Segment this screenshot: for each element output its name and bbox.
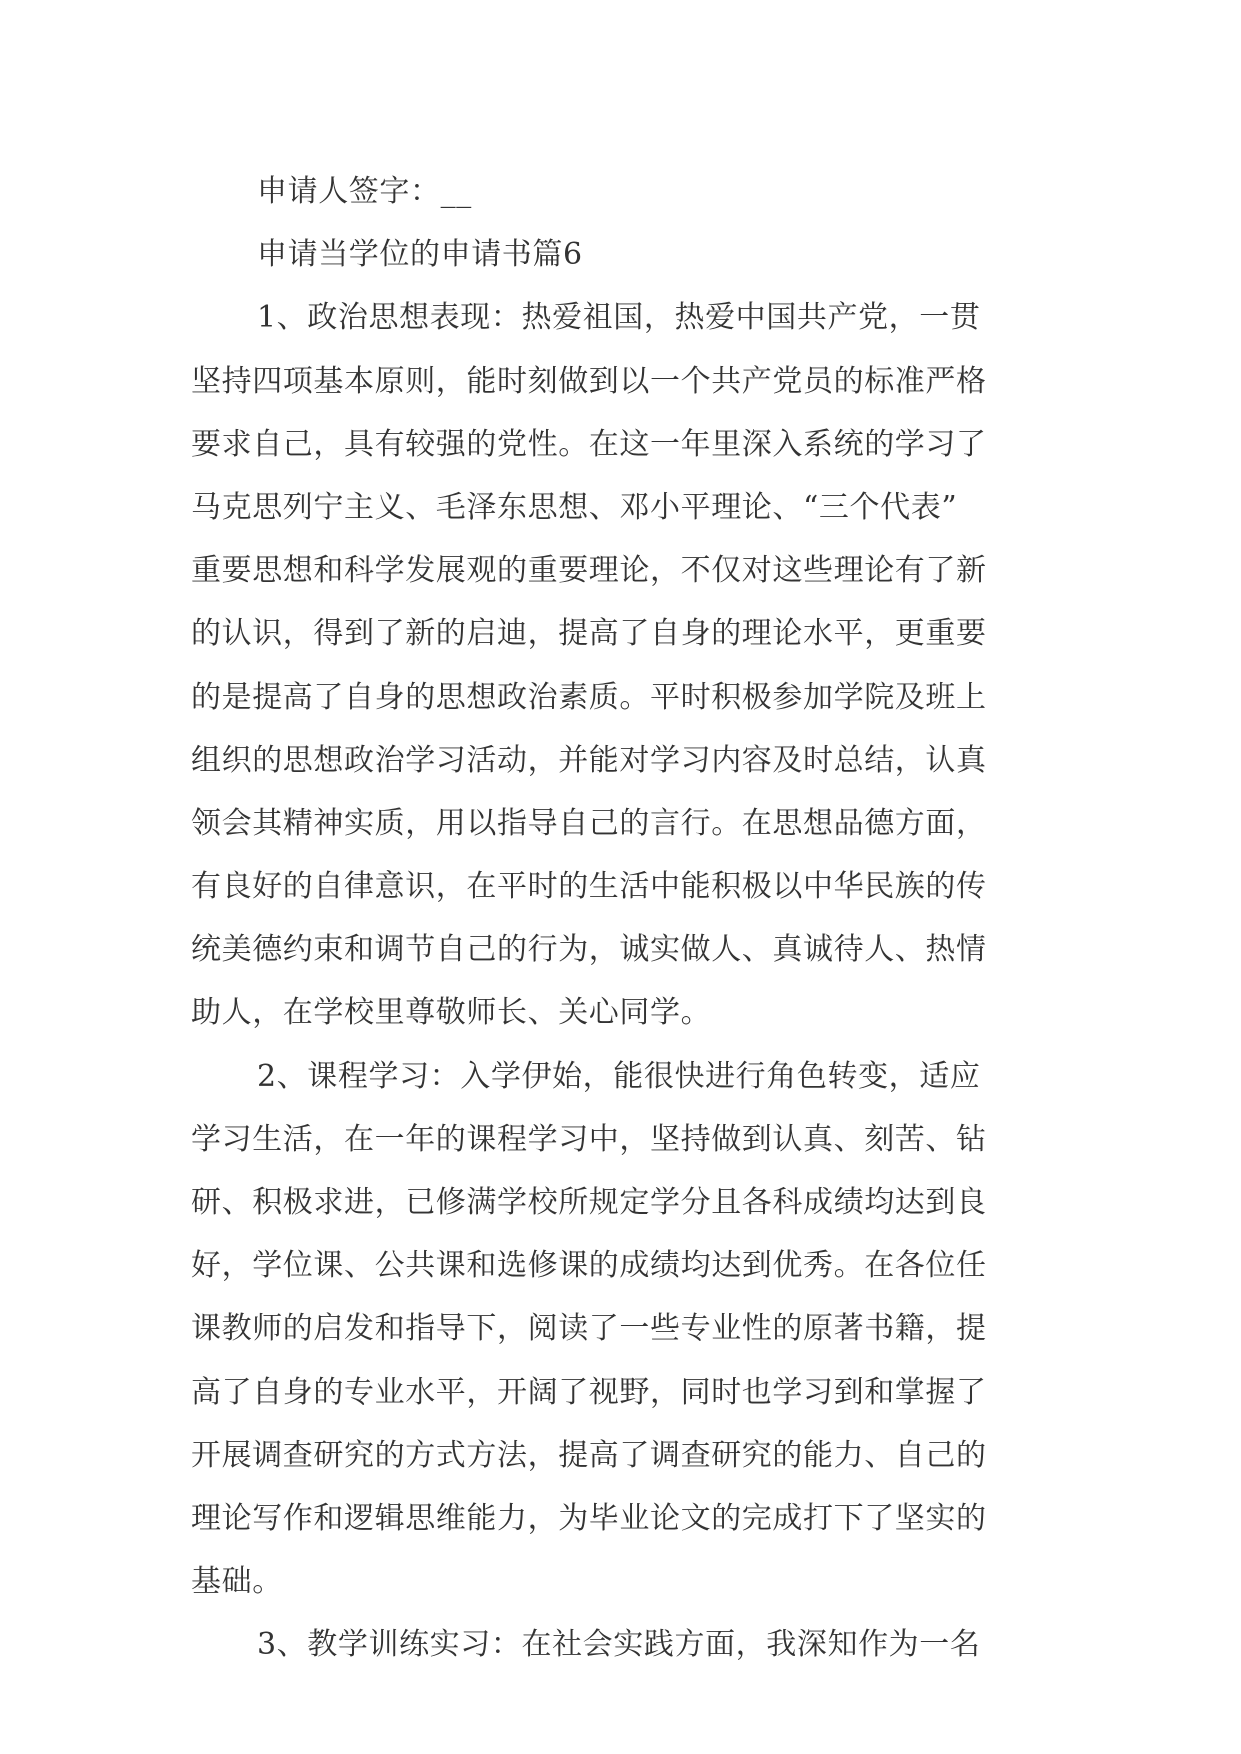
paragraph-line: 助人，在学校里尊敬师长、关心同学。	[191, 995, 712, 1031]
document-body	[191, 160, 1051, 1677]
paragraph-line: 重要思想和科学发展观的重要理论，不仅对这些理论有了新	[191, 553, 987, 589]
paragraph-line: 高了自身的专业水平，开阔了视野，同时也学习到和掌握了	[191, 1374, 987, 1410]
paragraph-line: 基础。	[191, 1564, 283, 1600]
paragraph-line: 学习生活，在一年的课程学习中，坚持做到认真、刻苦、钻	[191, 1121, 987, 1157]
paragraph-line: 的是提高了自身的思想政治素质。平时积极参加学院及班上	[191, 679, 987, 715]
paragraph-line: 2、课程学习：入学伊始，能很快进行角色转变，适应	[257, 1058, 981, 1094]
paragraph-line: 组织的思想政治学习活动，并能对学习内容及时总结，认真	[191, 742, 987, 778]
paragraph-line: 坚持四项基本原则，能时刻做到以一个共产党员的标准严格	[191, 363, 987, 399]
paragraph-line: 马克思列宁主义、毛泽东思想、邓小平理论、“三个代表”	[191, 489, 958, 525]
signature-line: 申请人签字：__	[257, 174, 472, 209]
paragraph-teaching-practice	[191, 1613, 1051, 1676]
paragraph-line: 课教师的启发和指导下，阅读了一些专业性的原著书籍，提	[191, 1311, 987, 1347]
paragraph-line: 有良好的自律意识，在平时的生活中能积极以中华民族的传	[191, 869, 987, 905]
paragraph-line: 要求自己，具有较强的党性。在这一年里深入系统的学习了	[191, 426, 987, 462]
paragraph-line: 1、政治思想表现：热爱祖国，热爱中国共产党，一贯	[257, 300, 981, 336]
paragraph-line: 理论写作和逻辑思维能力，为毕业论文的完成打下了坚实的	[191, 1500, 987, 1536]
paragraph-course-study	[191, 1045, 1051, 1614]
paragraph-line: 研、积极求进，已修满学校所规定学分且各科成绩均达到良	[191, 1185, 987, 1220]
section-title: 申请当学位的申请书篇6	[257, 237, 583, 273]
paragraph-line: 好，学位课、公共课和选修课的成绩均达到优秀。在各位任	[191, 1248, 987, 1284]
paragraph-line: 开展调查研究的方式方法，提高了调查研究的能力、自己的	[191, 1437, 987, 1473]
paragraph-line: 统美德约束和调节自己的行为，诚实做人、真诚待人、热情	[191, 932, 987, 968]
paragraph-line: 领会其精神实质，用以指导自己的言行。在思想品德方面，	[191, 805, 987, 841]
paragraph-political-performance	[191, 286, 1051, 1044]
paragraph-line: 3、教学训练实习：在社会实践方面，我深知作为一名	[257, 1627, 981, 1663]
paragraph-line: 的认识，得到了新的启迪，提高了自身的理论水平，更重要	[191, 616, 987, 652]
